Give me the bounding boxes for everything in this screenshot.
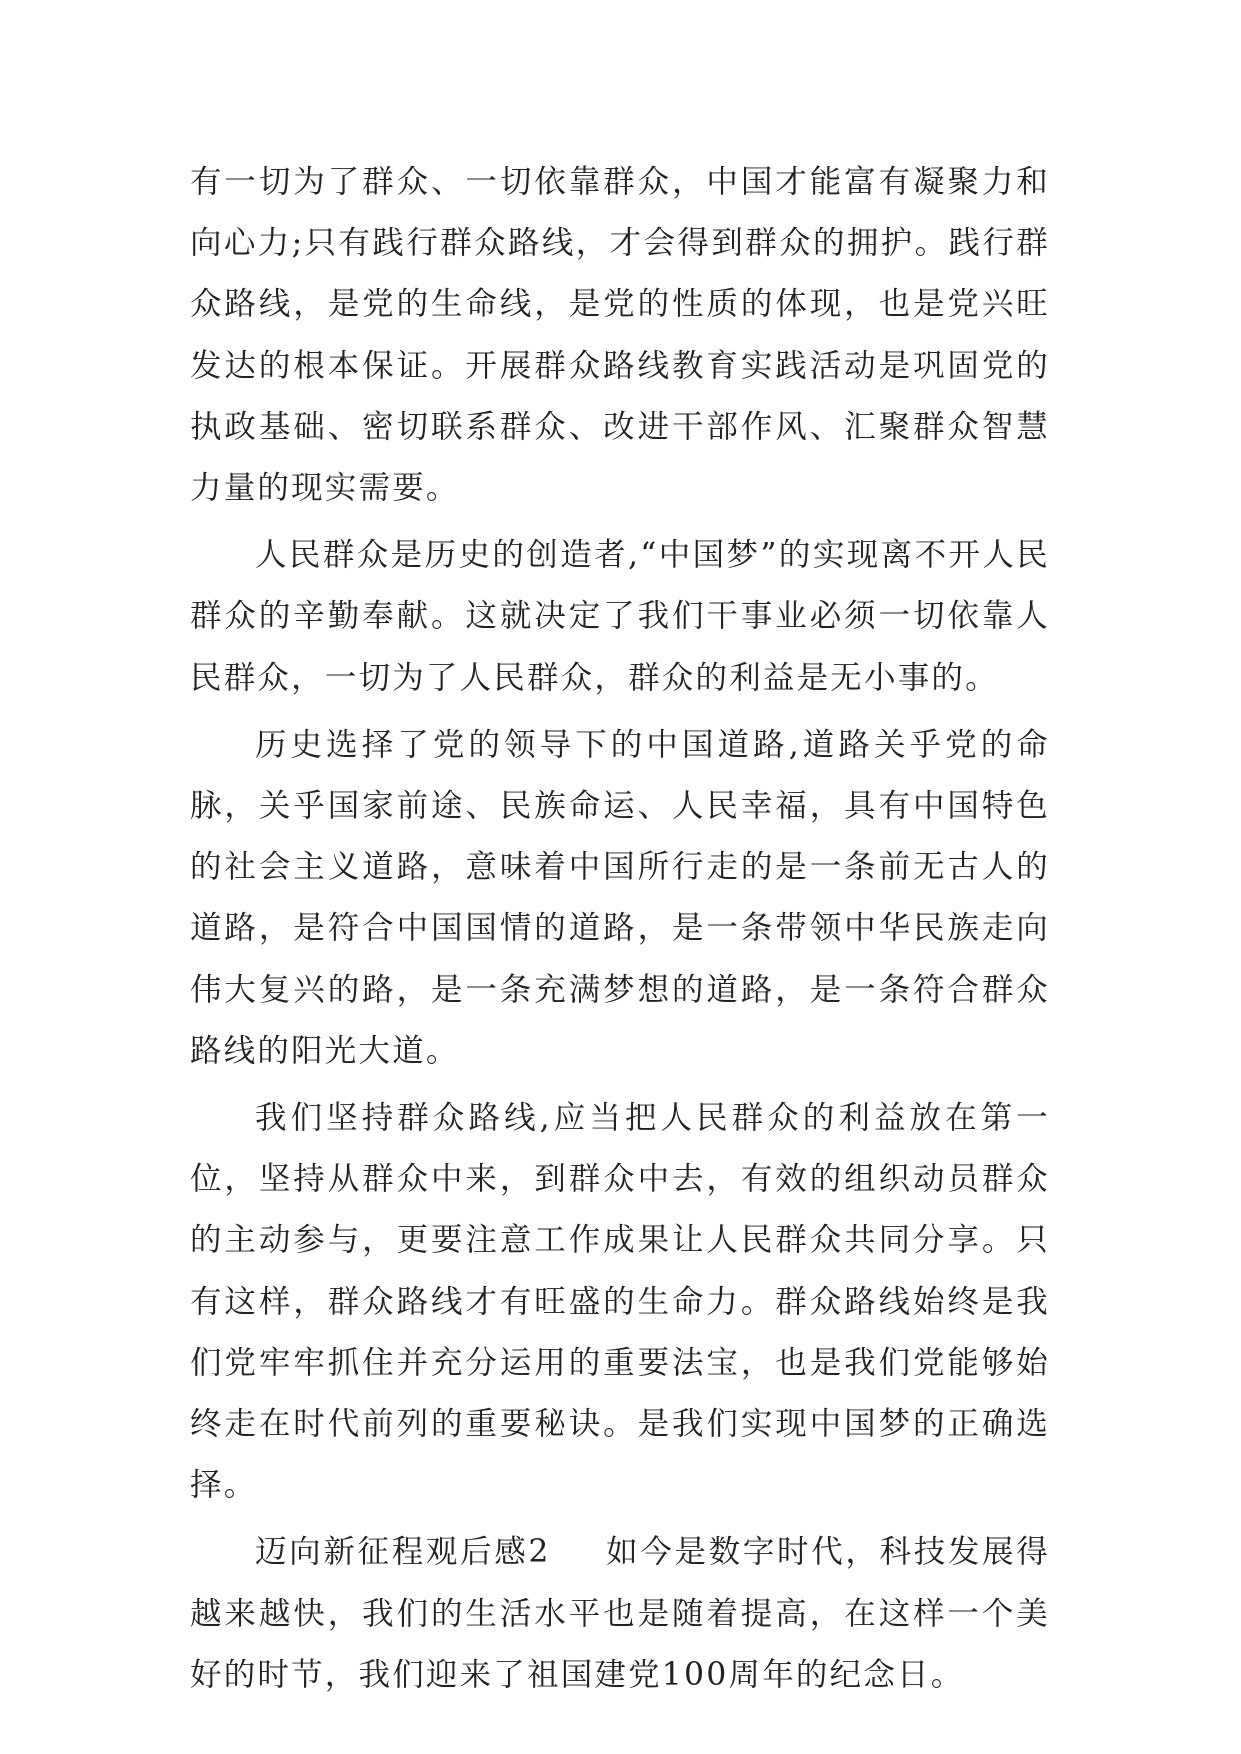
- document-body: [190, 152, 1050, 1706]
- paragraph-4: 我们坚持群众路线,应当把人民群众的利益放在第一位，坚持从群众中来，到群众中去，有效的组织动员群众的主动参与，更要注意工作成果让人民群众共同分享。只有这样，群众路线才有旺盛的生命力。群众路线始终是我们党牢牢抓住并充分运用的重要法宝，也是我们党能够始终走在时代前列的重要秘诀。是我们实现中国梦的正确选择。: [190, 1100, 1050, 1504]
- paragraph-3: 历史选择了党的领导下的中国道路,道路关乎党的命脉，关乎国家前途、民族命运、人民幸福，具有中国特色的社会主义道路，意味着中国所行走的是一条前无古人的道路，是符合中国国情的道路，是一条带领中华民族走向伟大复兴的路，是一条充满梦想的道路，是一条符合群众路线的阳光大道。: [190, 726, 1050, 1069]
- paragraph-1: 有一切为了群众、一切依靠群众，中国才能富有凝聚力和向心力;只有践行群众路线，才会得到群众的拥护。践行群众路线，是党的生命线，是党的性质的体现，也是党兴旺发达的根本保证。开展群众路线教育实践活动是巩固党的执政基础、密切联系群众、改进干部作风、汇聚群众智慧力量的现实需要。: [190, 164, 1050, 507]
- section-text: 如今是数字时代，科技发展得越来越快，我们的生活水平也是随着提高，在这样一个美好的时节，我们迎来了祖国建党100周年的纪念日。: [190, 1534, 1050, 1693]
- paragraph-2: 人民群众是历史的创造者,“中国梦”的实现离不开人民群众的辛勤奉献。这就决定了我们干事业必须一切依靠人民群众，一切为了人民群众，群众的利益是无小事的。: [190, 537, 1050, 696]
- paragraph-5: [190, 1522, 1050, 1706]
- section-heading: 迈向新征程观后感2: [255, 1534, 551, 1571]
